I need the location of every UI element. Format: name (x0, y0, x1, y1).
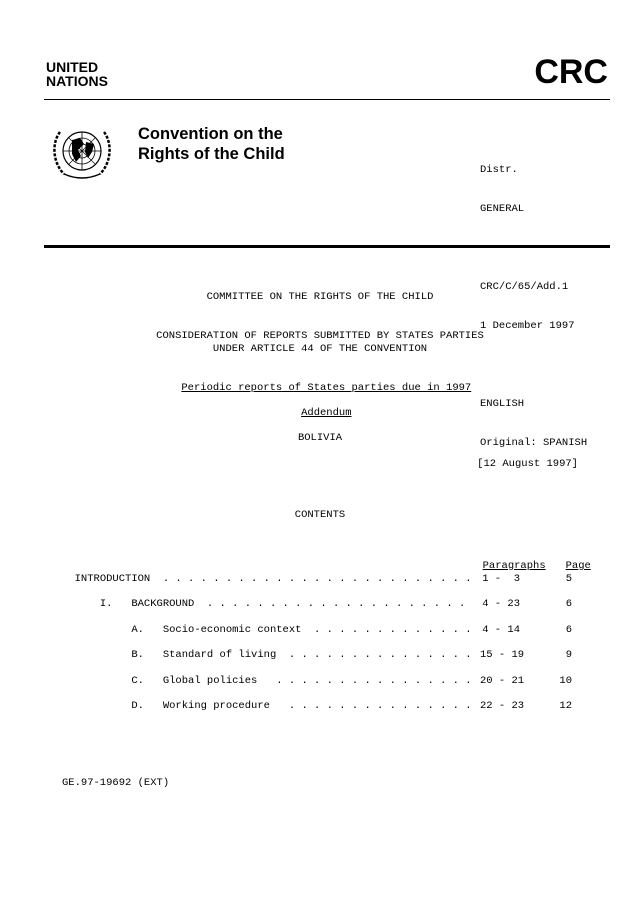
toc-row-background[interactable] (62, 598, 582, 611)
org-line-2: NATIONS (46, 73, 108, 89)
toc-entry-page: 6 (565, 598, 572, 610)
consideration-heading-line-1: CONSIDERATION OF REPORTS SUBMITTED BY STATES PARTIES (156, 330, 484, 342)
toc-entry-label: INTRODUCTION . . . . . . . . . . . . . . . . . . . . . . . . . (74, 573, 472, 585)
convention-title (138, 124, 285, 164)
un-emblem-icon (50, 124, 114, 180)
title-line-1: Convention on the (138, 125, 283, 143)
toc-entry-label: B. Standard of living . . . . . . . . . . . . . . . (74, 649, 472, 661)
document-language: ENGLISH (480, 398, 525, 410)
org-line-1: UNITED (46, 59, 99, 75)
contents-heading: CONTENTS (294, 509, 346, 521)
toc-entry-label: A. Socio-economic context . . . . . . . . . . . . . (74, 624, 472, 636)
toc-entry-label: D. Working procedure . . . . . . . . . . . . . . . (74, 700, 472, 712)
toc-entry-paragraphs: 22 - 23 (480, 700, 525, 712)
header-divider (44, 99, 610, 100)
toc-entry-page: 9 (565, 649, 572, 661)
committee-heading: COMMITTEE ON THE RIGHTS OF THE CHILD (206, 291, 434, 303)
toc-row-global-policies[interactable] (62, 675, 582, 688)
original-language: Original: SPANISH (480, 437, 588, 449)
toc-entry-label: C. Global policies . . . . . . . . . . . . . . . . (74, 675, 472, 687)
document-series-symbol: CRC (534, 53, 608, 91)
distr-general: GENERAL (480, 203, 525, 215)
report-date: [12 August 1997] (477, 458, 578, 470)
toc-entry-page: 12 (559, 700, 572, 712)
toc-entry-page: 10 (559, 675, 572, 687)
toc-entry-paragraphs: 4 - 23 (482, 598, 520, 610)
toc-row-standard-of-living[interactable] (62, 649, 582, 662)
consideration-heading-line-2: UNDER ARTICLE 44 OF THE CONVENTION (212, 343, 428, 355)
distr-label: Distr. (480, 164, 518, 176)
organization-name (46, 60, 108, 88)
toc-entry-paragraphs: 15 - 19 (480, 649, 525, 661)
document-date: 1 December 1997 (480, 320, 575, 332)
periodic-reports-heading: Periodic reports of States parties due in 1997 (181, 382, 472, 394)
toc-column-page: Page (565, 560, 591, 572)
country-name: BOLIVIA (297, 432, 343, 444)
job-number: GE.97-19692 (EXT) (62, 777, 170, 789)
toc-entry-page: 6 (565, 624, 572, 636)
toc-entry-paragraphs: 4 - 14 (482, 624, 520, 636)
toc-row-introduction[interactable] (62, 573, 582, 586)
toc-entry-label: I. BACKGROUND . . . . . . . . . . . . . . . . . . . . . (74, 598, 466, 610)
document-symbol: CRC/C/65/Add.1 (480, 281, 569, 293)
addendum-heading: Addendum (301, 407, 352, 419)
toc-row-socio-economic-context[interactable] (62, 624, 582, 637)
toc-entry-paragraphs: 20 - 21 (480, 675, 525, 687)
toc-entry-paragraphs: 1 - 3 (482, 573, 520, 585)
toc-row-working-procedure[interactable] (62, 700, 582, 713)
header-bottom-divider (44, 245, 610, 248)
toc-column-paragraphs: Paragraphs (482, 560, 546, 572)
toc-entry-page: 5 (565, 573, 572, 585)
title-line-2: Rights of the Child (138, 145, 285, 163)
